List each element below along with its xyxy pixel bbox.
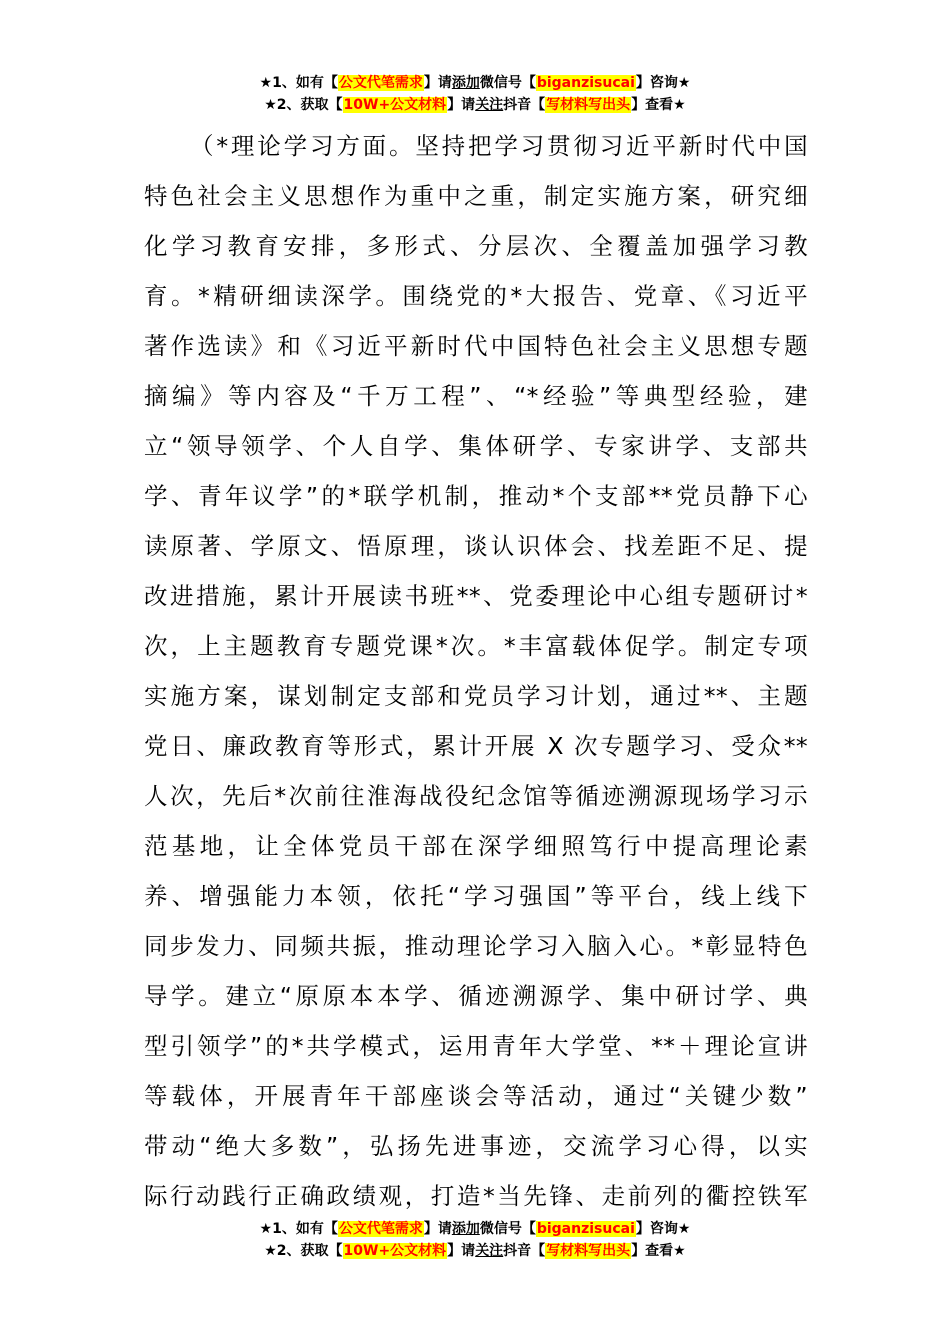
header-line-1-highlight-2: biganzisucai xyxy=(536,75,635,91)
footer-line-1 xyxy=(0,1218,950,1240)
header-line-2-highlight-2: 写材料写出头 xyxy=(546,97,631,113)
header-line-1-suffix: 】咨询★ xyxy=(635,75,691,91)
body-line: 人次，先后*次前往淮海战役纪念馆等循迹溯源现场学习示 xyxy=(144,782,808,810)
body-line: 同步发力、同频共振，推动理论学习入脑入心。*彰显特色 xyxy=(144,932,808,960)
footer-line-1-prefix: ★1、如有【 xyxy=(259,1221,338,1237)
footer-line-2-text-2: 抖音【 xyxy=(503,1243,546,1259)
body-line: 改进措施，累计开展读书班**、党委理论中心组专题研讨* xyxy=(144,582,808,610)
header-line-2-text-2: 抖音【 xyxy=(503,97,546,113)
footer-line-2-text-1: 】请 xyxy=(447,1243,476,1259)
body-line: 型引领学”的*共学模式，运用青年大学堂、**＋理论宣讲 xyxy=(144,1032,808,1060)
header-line-2-underlined: 关注 xyxy=(475,97,504,113)
body-line: 际行动践行正确政绩观，打造*当先锋、走前列的衢控铁军 xyxy=(144,1182,808,1210)
body-line: 实施方案，谋划制定支部和党员学习计划，通过**、主题 xyxy=(144,682,808,710)
header-line-1-prefix: ★1、如有【 xyxy=(259,75,338,91)
body-line: 导学。建立“原原本本学、循迹溯源学、集中研讨学、典 xyxy=(144,982,808,1010)
body-line: 带动“绝大多数”，弘扬先进事迹，交流学习心得，以实 xyxy=(144,1132,808,1160)
body-line: 等载体，开展青年干部座谈会等活动，通过“关键少数” xyxy=(144,1082,808,1110)
footer-line-2-highlight-1: 10W+公文材料 xyxy=(343,1243,447,1259)
header-line-1-text-1: 】请 xyxy=(423,75,452,91)
body-line: 次，上主题教育专题党课*次。*丰富载体促学。制定专项 xyxy=(144,632,808,660)
header-line-2-highlight-1: 10W+公文材料 xyxy=(343,97,447,113)
footer-line-1-text-2: 微信号【 xyxy=(479,1221,536,1237)
document-body xyxy=(144,121,808,1221)
footer-line-2-underlined: 关注 xyxy=(475,1243,504,1259)
header-line-2-prefix: ★2、获取【 xyxy=(264,97,343,113)
body-line: 范基地，让全体党员干部在深学细照笃行中提高理论素 xyxy=(144,832,808,860)
footer-banner xyxy=(0,1218,950,1262)
footer-line-2 xyxy=(0,1240,950,1262)
body-line: 摘编》等内容及“千万工程”、“*经验”等典型经验，建 xyxy=(144,382,808,410)
body-line: 养、增强能力本领，依托“学习强国”等平台，线上线下 xyxy=(144,882,808,910)
body-line: 学、青年议学”的*联学机制，推动*个支部**党员静下心 xyxy=(144,482,808,510)
footer-line-1-highlight-1: 公文代笔需求 xyxy=(338,1221,423,1237)
body-line: 立“领导领学、个人自学、集体研学、专家讲学、支部共 xyxy=(144,432,808,460)
header-banner xyxy=(0,72,950,116)
body-line: 特色社会主义思想作为重中之重，制定实施方案，研究细 xyxy=(144,182,808,210)
footer-line-1-suffix: 】咨询★ xyxy=(635,1221,691,1237)
body-line: 著作选读》和《习近平新时代中国特色社会主义思想专题 xyxy=(144,332,808,360)
header-line-1-underlined: 添加 xyxy=(451,75,480,91)
footer-line-1-highlight-2: biganzisucai xyxy=(536,1221,635,1237)
header-line-2 xyxy=(0,94,950,116)
header-line-1 xyxy=(0,72,950,94)
header-line-2-text-1: 】请 xyxy=(447,97,476,113)
footer-line-1-underlined: 添加 xyxy=(451,1221,480,1237)
footer-line-2-highlight-2: 写材料写出头 xyxy=(546,1243,631,1259)
body-line: 育。*精研细读深学。围绕党的*大报告、党章、《习近平 xyxy=(144,282,808,310)
body-line: （*理论学习方面。坚持把学习贯彻习近平新时代中国 xyxy=(190,132,808,160)
header-line-2-suffix: 】查看★ xyxy=(631,97,686,113)
body-line: 党日、廉政教育等形式，累计开展 X 次专题学习、受众** xyxy=(144,732,808,760)
footer-line-2-suffix: 】查看★ xyxy=(631,1243,686,1259)
header-line-1-text-2: 微信号【 xyxy=(479,75,536,91)
body-line: 读原著、学原文、悟原理，谈认识体会、找差距不足、提 xyxy=(144,532,808,560)
footer-line-1-text-1: 】请 xyxy=(423,1221,452,1237)
footer-line-2-prefix: ★2、获取【 xyxy=(264,1243,343,1259)
body-line: 化学习教育安排，多形式、分层次、全覆盖加强学习教 xyxy=(144,232,808,260)
header-line-1-highlight-1: 公文代笔需求 xyxy=(338,75,423,91)
